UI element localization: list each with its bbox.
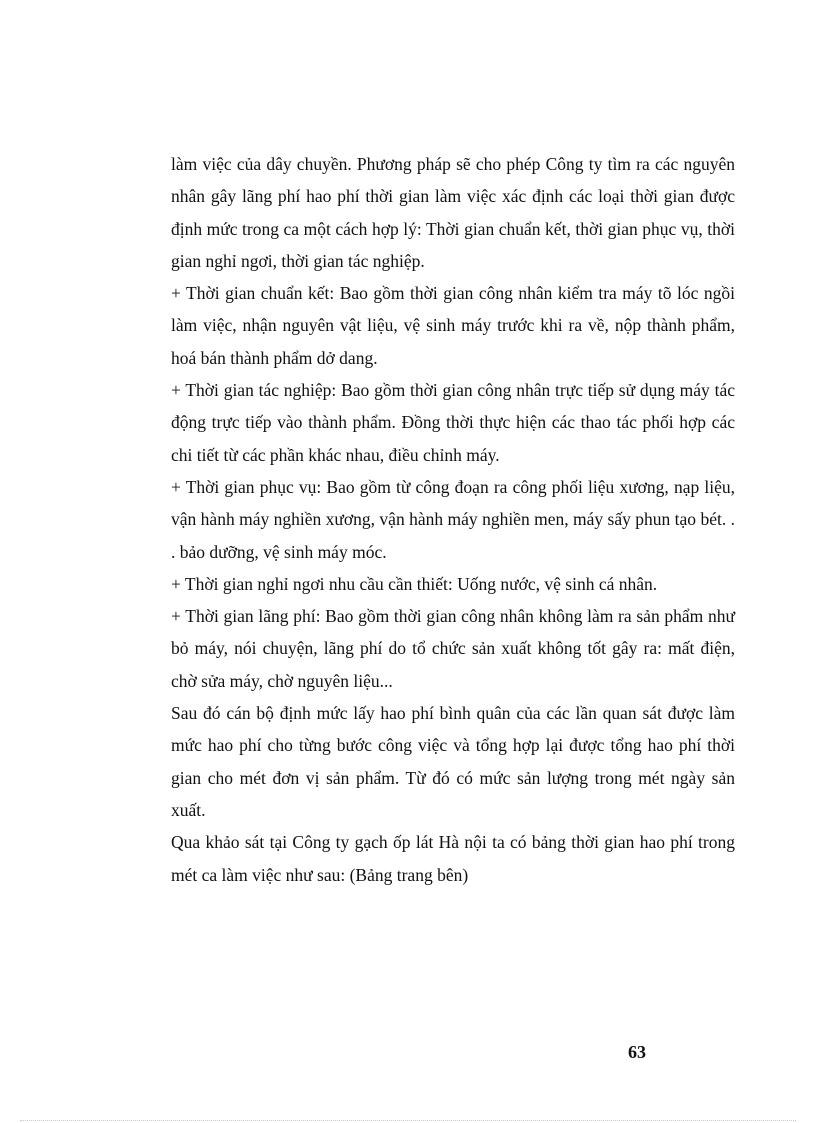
paragraph-nghi-ngoi: + Thời gian nghỉ ngơi nhu cầu cần thiết: Uống nước, vệ sinh cá nhân. — [171, 573, 658, 594]
paragraph-tac-nghiep: + Thời gian tác nghiệp: Bao gồm thời gian công nhân trực tiếp sử dụng máy tác động trực tiếp vào thành phẩm. Đồng thời thực hiện các thao tác phối hợp các chi tiết từ các phần khác nhau, điều chỉnh máy. — [171, 380, 735, 465]
paragraph-lang-phi: + Thời gian lãng phí: Bao gồm thời gian công nhân không làm ra sản phẩm như bỏ máy, nói chuyện, lãng phí do tổ chức sản xuất không tốt gây ra: mất điện, chờ sửa máy, chờ nguyên liệu... — [171, 606, 735, 691]
page-body — [171, 148, 735, 891]
paragraph-khao-sat: Qua khảo sát tại Công ty gạch ốp lát Hà nội ta có bảng thời gian hao phí trong mét ca làm việc như sau: (Bảng trang bên) — [171, 832, 735, 885]
paragraph-phuc-vu: + Thời gian phục vụ: Bao gồm từ công đoạn ra công phối liệu xương, nạp liệu, vận hành máy nghiền xương, vận hành máy nghiền men, máy sấy phun tạo bét. . . bảo dưỡng, vệ sinh máy móc. — [171, 476, 735, 562]
page-bottom-divider — [20, 1120, 796, 1121]
paragraph-chuan-ket: + Thời gian chuẩn kết: Bao gồm thời gian công nhân kiểm tra máy tõ lóc ngồi làm việc, nhận nguyên vật liệu, vệ sinh máy trước khi ra về, nộp thành phẩm, hoá bán thành phẩm dở dang. — [171, 283, 735, 368]
paragraph-continuation: làm việc của dây chuyền. Phương pháp sẽ cho phép Công ty tìm ra các nguyên nhân gây lãng phí hao phí thời gian làm việc xác định các loại thời gian được định mức trong ca một cách hợp lý: Thời gian chuẩn kết, thời gian phục vụ, thời gian nghỉ ngơi, thời gian tác nghiệp. — [171, 154, 735, 271]
page-number: 63 — [628, 1042, 646, 1062]
paragraph-hao-phi-binh-quan: Sau đó cán bộ định mức lấy hao phí bình quân của các lần quan sát được làm mức hao phí cho từng bước công việc và tổng hợp lại được tổng hao phí thời gian cho mét đơn vị sản phẩm. Từ đó có mức sản lượng trong mét ngày sản xuất. — [171, 703, 735, 820]
